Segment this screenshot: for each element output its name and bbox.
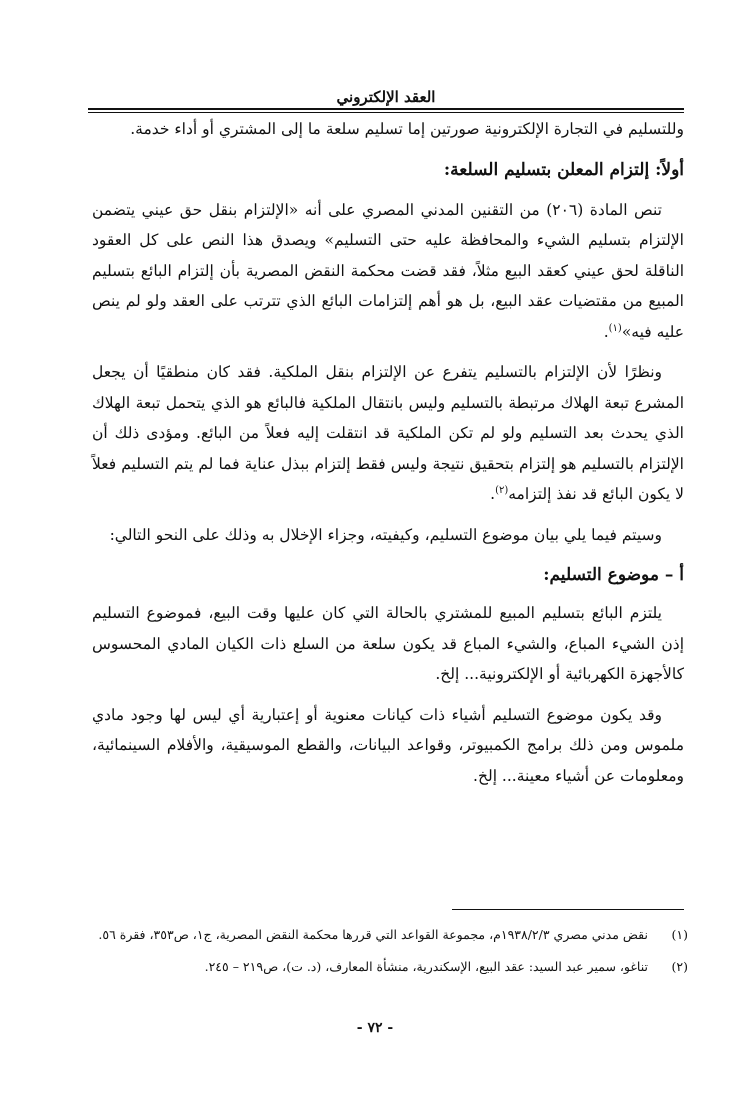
section-heading-1: أولاً: إلتزام المعلن بتسليم السلعة: [443,159,684,180]
footnote-text: نقض مدني مصري ١٩٣٨/٢/٣م، مجموعة القواعد التي قررها محكمة النقض المصرية، ج١، ص٣٥٣، فقرة ٥٦. [98,927,648,942]
footnote-number: (١) [671,927,688,942]
paragraph-5: وقد يكون موضوع التسليم أشياء ذات كيانات معنوية أو إعتبارية أي ليس لها وجود مادي ملموس ومن ذلك برامج الكمبيوتر، وقواعد البيانات، والقطع الموسيقية، والأفلام السينمائية، ومعلومات عن أشياء معينة... إلخ. [92,705,684,785]
footnotes [92,922,688,986]
page-number: - ٧٢ - [356,1020,394,1036]
section-heading-2: أ – موضوع التسليم: [543,565,684,585]
paragraph-2-text: ونظرًا لأن الإلتزام بالتسليم يتفرع عن الإلتزام بنقل الملكية. فقد كان منطقيًا أن يجعل المشرع تبعة الهلاك مرتبطة بالتسليم وليس بانتقال الملكية فالبائع هو الذي يتحمل تبعة الهلاك الذي يحدث بعد التسليم ولو لم تكن الملكية قد انتقلت إليه فعلاً من البائع. ومؤدى ذلك أن الإلتزام بالتسليم هو إلتزام بتحقيق نتيجة وليس فقط إلتزام ببذل عناية فما لم يتم التسليم فعلاً لا يكون البائع قد نفذ إلتزامه [92,363,684,503]
header-rule-thin [88,112,684,113]
footnote-number: (٢) [671,959,688,974]
footnote-ref-2: (٢) [495,484,509,496]
paragraph-1-text: تنص المادة (٢٠٦) من التقنين المدني المصري على أنه «الإلتزام بنقل حق عيني يتضمن الإلتزام بتسليم الشيء والمحافظة عليه حتى التسليم» ويصدق هذا النص على كل العقود الناقلة لحق عيني كعقد البيع مثلاً، فقد قضت محكمة النقض المصرية بأن إلتزام البائع بتسليم المبيع من مقتضيات عقد البيع، بل هو أهم إلتزامات البائع الذي تترتب على العقد ولو لم ينص عليه فيه» [92,200,684,341]
footnote-text: تناغو، سمير عبد السيد: عقد البيع، الإسكندرية، منشأة المعارف، (د. ت)، ص٢١٩ – ٢٤٥. [204,959,648,974]
footnote [92,954,688,980]
paragraph-1: تنص المادة (٢٠٦) من التقنين المدني المصري على أنه «الإلتزام بنقل حق عيني يتضمن الإلتزام بتسليم الشيء والمحافظة عليه حتى التسليم» ويصدق هذا النص على كل العقود الناقلة لحق عيني كعقد البيع مثلاً، فقد قضت محكمة النقض المصرية بأن إلتزام البائع بتسليم المبيع من مقتضيات عقد البيع، بل هو أهم إلتزامات البائع الذي تترتب على العقد ولو لم ينص عليه فيه»$^{(١)}$. [92,200,684,341]
running-header: العقد الإلكتروني [336,88,436,106]
paragraph-2: ونظرًا لأن الإلتزام بالتسليم يتفرع عن الإلتزام بنقل الملكية. فقد كان منطقيًا أن يجعل المشرع تبعة الهلاك مرتبطة بالتسليم وليس بانتقال الملكية فالبائع هو الذي يتحمل تبعة الهلاك الذي يحدث بعد التسليم ولو لم تكن الملكية قد انتقلت إليه فعلاً من البائع. ومؤدى ذلك أن الإلتزام بالتسليم هو إلتزام بتحقيق نتيجة وليس فقط إلتزام ببذل عناية فما لم يتم التسليم فعلاً لا يكون البائع قد نفذ إلتزامه$^{(٢)}$. [92,363,684,503]
footnote-ref-1: (١) [608,322,622,334]
footnote-rule [452,909,684,910]
paragraph-4: يلتزم البائع بتسليم المبيع للمشتري بالحالة التي كان عليها وقت البيع، فموضوع التسليم إذن الشيء المباع، والشيء المباع قد يكون سلعة من السلع ذات الكيان المادي المحسوس كالأجهزة الكهربائية أو الإلكترونية... إلخ. [92,604,684,683]
body-text [92,114,684,801]
header-rule [88,108,684,110]
footnote [92,922,688,948]
paragraph-3: وسيتم فيما يلي بيان موضوع التسليم، وكيفيته، وجزاء الإخلال به وذلك على النحو التالي: [109,525,662,544]
intro-paragraph: وللتسليم في التجارة الإلكترونية صورتين إما تسليم سلعة ما إلى المشتري أو أداء خدمة. [130,120,684,138]
